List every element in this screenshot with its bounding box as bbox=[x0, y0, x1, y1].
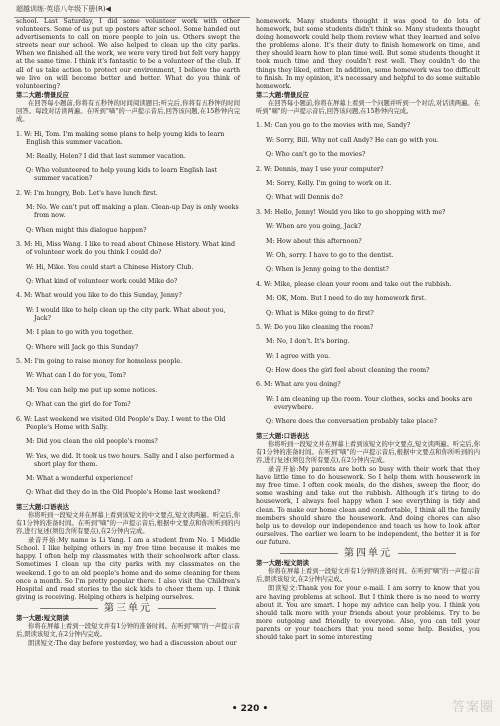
text-paragraph: 你将听到一段短文并在屏幕上看到该短文的中文要点,短文读两遍。听完后,你有1分钟的准备时间。在听到"嘀"的一声提示音后,根据中文要点和你所听到的内容,进行复述(须包含所有要点),在2分钟内完成。 bbox=[256, 440, 480, 464]
text-paragraph: 朗读短文:The day before yesterday, we had a discussion about our bbox=[28, 640, 237, 648]
unit-title: 第四单元 bbox=[344, 548, 392, 560]
dialogue-line: W: I would like to help clean up the city park. What about you, Jack? bbox=[26, 306, 226, 322]
dialogue-line: Q: What kind of volunteer work could Mike do? bbox=[26, 278, 178, 286]
section-heading: 第一大题:短文朗读 bbox=[256, 560, 309, 568]
text-paragraph: 你将在屏幕上看到一段短文并有1分钟的准备时间。在听到"嘀"的一声提示音后,朗读该短文,在2分钟内完成。 bbox=[16, 623, 240, 639]
dialogue-line: M: OK, Mom. But I need to do my homework first. bbox=[266, 295, 427, 303]
dialogue-line: W: Hi, Mike. You could start a Chinese History Club. bbox=[26, 263, 194, 271]
question-item: 4. W: Mike, please clean your room and take out the rubbish. bbox=[256, 280, 452, 288]
dialogue-line: M: No. We can't put off making a plan. Clean-up Day is only weeks from now. bbox=[26, 204, 239, 220]
text-paragraph: 录音开始:My parents are both so busy with their work that they have little time to do housework. So I help them with housework in my free time. I often cook meals, do the dishes, sweep the floor, do some washing and take out the rubbish. Although it's tiring to do housework, I always feel happy when I see everything is tidy and clean. To make our home clean and comfortable, I think all the family members should share the housework. And doing chores can also help us to develop our independence and teach us how to look after ourselves. The earlier we learn to be independent, the better it is for our future. bbox=[256, 466, 480, 546]
unit-title: 第三单元 bbox=[104, 602, 152, 614]
section-heading: 第一大题:短文朗读 bbox=[16, 614, 69, 622]
dialogue-line: M: Sorry, Kelly. I'm going to work on it. bbox=[266, 179, 392, 187]
unit-heading bbox=[256, 550, 480, 558]
unit-rule-right bbox=[158, 608, 216, 609]
dialogue-line: Q: How does the girl feel about cleaning the room? bbox=[266, 367, 430, 375]
dialogue-line: Q: What did they do in the Old People's Home last weekend? bbox=[26, 489, 221, 497]
dialogue-line: M: Did you clean the old people's rooms? bbox=[26, 438, 158, 446]
question-item: 3. M: Hi, Miss Wang. I like to read about Chinese History. What kind of volunteer work do you think I could do? bbox=[16, 241, 236, 257]
dialogue-line: W: Yes, we did. It took us two hours. Sally and I also performed a short play for them. bbox=[26, 452, 235, 468]
text-paragraph: 朗读短文:Thank you for your e-mail. I am sorry to know that you are having problems at school. But I think there is no need to worry about it. You are smart. I hope my advice can help you. I think you should talk more with your friends about your problems. Try to be more outgoing and friendly to everyone. Also, you can tell your parents or your teachers that you need some help. Besides, you should take part in some interesting bbox=[256, 585, 480, 641]
section-heading: 第三大题:口语表达 bbox=[256, 432, 309, 440]
text-paragraph: 在回答每小题前,你将在屏幕上看到一个问题并听到一个对话,对话读两遍。在听到"嘀"的一声提示音后,回答该问题,在15秒钟内完成。 bbox=[256, 99, 480, 116]
dialogue-line: M: How about this afternoon? bbox=[266, 237, 362, 245]
section-heading: 第二大题:情景反应 bbox=[256, 91, 309, 99]
unit-rule-left bbox=[280, 553, 338, 554]
question-item: 4. M: What would you like to do this Sunday, Jenny? bbox=[16, 292, 182, 300]
question-item: 2. W: I'm hungry, Bob. Let's have lunch first. bbox=[16, 189, 158, 197]
dialogue-line: M: No, I don't. It's boring. bbox=[266, 338, 350, 346]
dialogue-line: W: Oh, sorry. I have to go to the dentist. bbox=[266, 251, 394, 259]
text-paragraph: school. Last Saturday, I did some volunteer work with other volunteers. Some of us put up posters after school. Some handed out advertisements to call on more people to join us. Others swept the streets near our school. We also helped to clean up the city parks. When we finished all the work, we were very tired but felt very happy at the same time. I think it's fantastic to be a volunteer of the club. If all of us take action to protect our environment, I believe the earth we live on will become better and better. What do you think of volunteering? bbox=[16, 18, 240, 90]
section-heading: 第三大题:口语表达 bbox=[16, 503, 69, 511]
right-column bbox=[256, 18, 480, 643]
dialogue-line: Q: What can the girl do for Tom? bbox=[26, 401, 131, 409]
watermark-logo: 答案圈 bbox=[451, 700, 494, 715]
unit-rule-right bbox=[398, 553, 456, 554]
dialogue-line: W: I agree with you. bbox=[266, 352, 331, 360]
text-paragraph: 你将在屏幕上看到一段短文并有1分钟的准备时间。在听到"嘀"的一声提示音后,朗读该短文,在2分钟内完成。 bbox=[256, 568, 480, 584]
dialogue-line: Q: Where does the conversation probably take place? bbox=[266, 418, 437, 426]
dialogue-line: M: You can help me put up some notices. bbox=[26, 386, 158, 394]
dialogue-line: Q: What will Dennis do? bbox=[266, 194, 343, 202]
question-item: 1. M: Can you go to the movies with me, Sandy? bbox=[256, 122, 411, 130]
dialogue-line: Q: What is Mike going to do first? bbox=[266, 309, 374, 317]
dialogue-line: Q: When might this dialogue happen? bbox=[26, 226, 147, 234]
running-header: 超越训练·英语八年级下册(R)◀ bbox=[16, 5, 111, 13]
dialogue-line: M: Really, Helen? I did that last summer vacation. bbox=[26, 153, 186, 160]
dialogue-line: W: Sorry, Bill. Why not call Andy? He can go with you. bbox=[266, 136, 439, 144]
question-item: 1. W: Hi, Tom. I'm making some plans to help young kids to learn English this summer vacation. bbox=[16, 130, 225, 146]
dialogue-line: Q: Who volunteered to help young kids to learn English last summer vacation? bbox=[26, 167, 217, 183]
question-item: 3. M: Hello, Jenny! Would you like to go shopping with me? bbox=[256, 208, 446, 216]
dialogue-line: W: What can I do for you, Tom? bbox=[26, 372, 126, 380]
dialogue-line: M: What a wonderful experience! bbox=[26, 474, 134, 482]
text-paragraph: homework. Many students thought it was good to do lots of homework, but some students didn't think so. Many students thought doing homework could help them review what they learned and solve the problems alone. It's their duty to finish homework on time, and they should learn how to plan time well. But some students thought it took much time and they couldn't rest well. They couldn't do the things they liked, either. In addition, some homework was too difficult to finish. In my opinion, it's necessary and helpful to do some suitable homework. bbox=[256, 18, 480, 90]
dialogue-line: W: I am cleaning up the room. Your clothes, socks and books are everywhere. bbox=[266, 395, 473, 411]
text-paragraph: 录音开始:My name is Li Yang. I am a student from No. 1 Middle School. I like helping others in my free time because it makes me happy. I often help my classmates with their schoolwork after class. Sometimes I clean up the city parks with my classmates on the weekend. I go to an old people's home and do some cleaning for them once a month. So I'm pretty popular there. I also visit the Children's Hospital and read stories to the sick kids to cheer them up. I think giving is receiving. Helping others is helping ourselves. bbox=[16, 537, 240, 601]
question-item: 6. W: Last weekend we visited Old People's Day. I went to the Old People's Home with Sally. bbox=[16, 415, 226, 431]
question-item: 6. M: What are you doing? bbox=[256, 381, 341, 389]
unit-rule-left bbox=[40, 608, 98, 609]
dialogue-line: Q: When is Jenny going to the dentist? bbox=[266, 266, 389, 274]
question-item: 5. W: Do you like cleaning the room? bbox=[256, 323, 374, 331]
unit-heading bbox=[16, 602, 240, 614]
question-item: 2. W: Dennis, may I use your computer? bbox=[256, 165, 384, 173]
dialogue-line: Q: Who can't go to the movies? bbox=[266, 151, 366, 159]
dialogue-line: M: I plan to go with you together. bbox=[26, 329, 134, 337]
dialogue-line: Q: Where will Jack go this Sunday? bbox=[26, 343, 139, 351]
question-item: 5. M: I'm going to raise money for homeless people. bbox=[16, 358, 183, 366]
text-paragraph: 在回答每小题前,你将有五秒钟的时间阅读题目;听完后,你将有五秒钟的时间回答。每段对话读两遍。在听到"嘀"的一声提示音后,回答该问题,在15秒钟内完成。 bbox=[16, 99, 240, 124]
section-heading: 第二大题:情景反应 bbox=[16, 91, 69, 99]
page-number: • 220 • bbox=[231, 704, 269, 714]
text-paragraph: 你将听到一段短文并在屏幕上看到该短文的中文要点,短文读两遍。听完后,你有1分钟的准备时间。在听到"嘀"的一声提示音后,根据中文要点和你所听到的内容,进行复述(须包含所有要点),在2分钟内完成。 bbox=[16, 511, 240, 536]
left-column bbox=[16, 18, 240, 649]
dialogue-line: W: When are you going, Jack? bbox=[266, 223, 362, 231]
